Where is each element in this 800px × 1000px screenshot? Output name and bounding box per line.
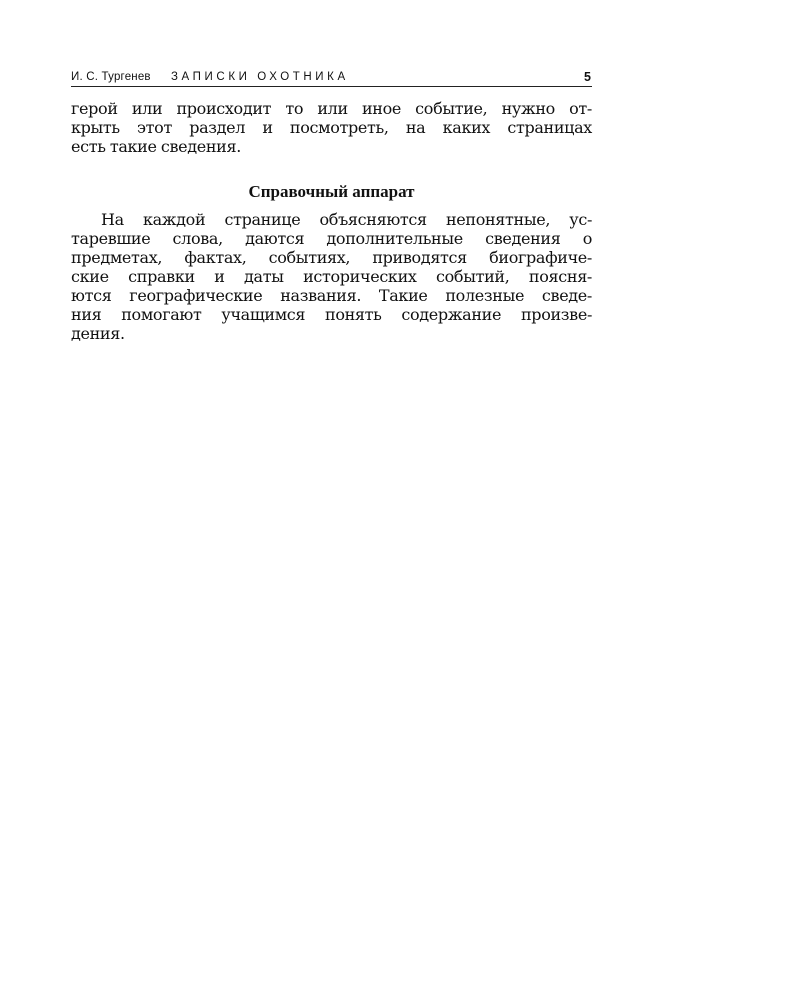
book-page — [71, 66, 592, 343]
section-paragraph — [71, 210, 592, 343]
text-line: предметах, фактах, событиях, приводятся биографиче- — [71, 248, 592, 267]
page-number: 5 — [584, 70, 591, 84]
text-line: ются географические названия. Такие полезные сведе- — [71, 286, 592, 305]
text-line: дения. — [71, 324, 125, 343]
running-head — [71, 66, 592, 87]
text-line: ния помогают учащимся понять содержание произве- — [71, 305, 592, 324]
text-line: герой или происходит то или иное событие, нужно от- — [71, 99, 592, 118]
continuation-paragraph — [71, 99, 592, 156]
text-line: есть такие сведения. — [71, 137, 241, 156]
text-line: На каждой странице объясняются непонятные, ус- — [101, 210, 592, 229]
running-head-title: ЗАПИСКИ ОХОТНИКА — [171, 71, 349, 83]
text-line: крыть этот раздел и посмотреть, на каких страницах — [71, 118, 592, 137]
text-line: таревшие слова, даются дополнительные сведения о — [71, 229, 592, 248]
section-heading: Справочный аппарат — [248, 182, 415, 201]
text-line: ские справки и даты исторических событий, поясня- — [71, 267, 592, 286]
running-head-author: И. С. Тургенев — [71, 71, 151, 83]
